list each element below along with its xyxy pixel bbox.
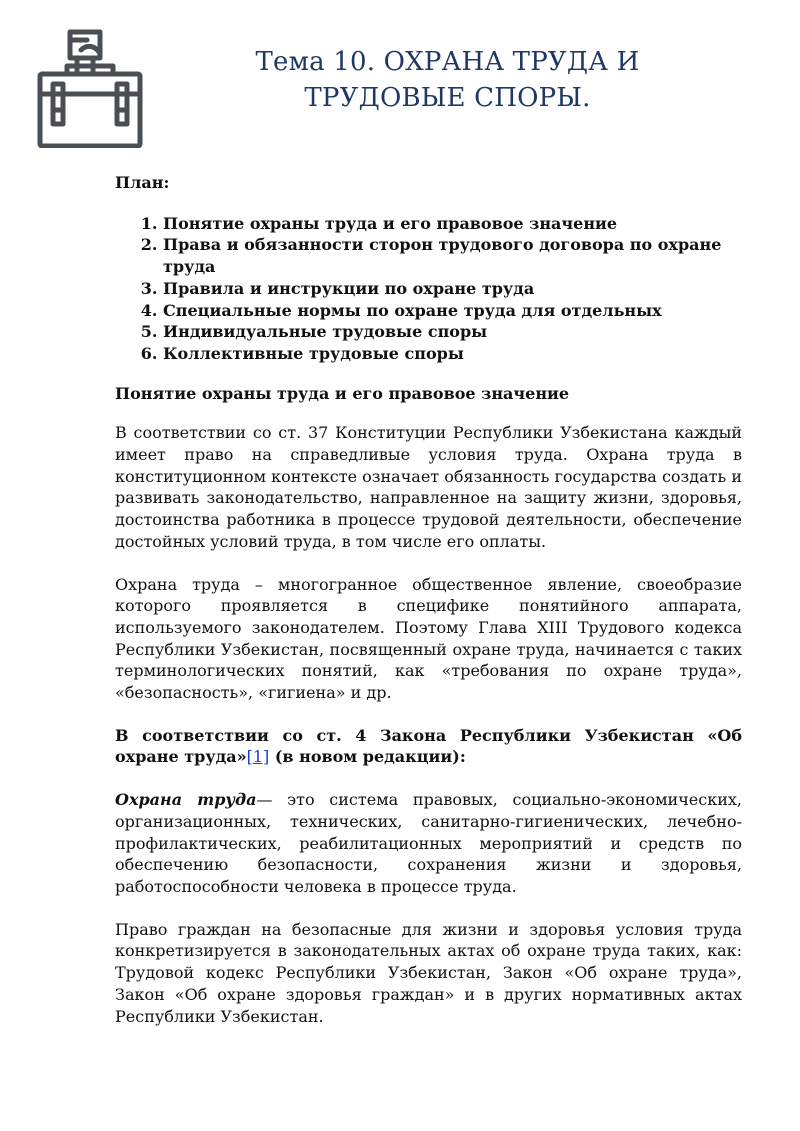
plan-label: План:	[115, 173, 170, 192]
law-reference-text: В соответствии со ст. 4 Закона Республики Узбекистан «Об охране труда»	[115, 725, 742, 767]
paragraph-legislation: Право граждан на безопасные для жизни и здоровья условия труда конкретизируется в законодательных актах об охране труда таких, как: Трудовой кодекс Республики Узбекистан, Закон «Об охране труда», Закон «Об охране здоровья граждан» и в других нормативных актах Республики Узбекистан.	[115, 919, 742, 1026]
plan-item: 4. Специальные нормы по охране труда для отдельных	[163, 300, 742, 322]
definition-text: — это система правовых, социально-экономических, организационных, технических, санитарно-гигиенических, лечебно-профилактических, реабилитационных мероприятий и средств по обеспечению безопасности, сохранения жизни и здоровья, работоспособности человека в процессе труда.	[115, 790, 742, 896]
paragraph-labor-code: Охрана труда – многогранное общественное явление, своеобразие которого проявляется в специфике понятийного аппарата, используемого законодателем. Поэтому Глава XIII Трудового кодекса Республики Узбекистан, посвященный охране труда, начинается с таких терминологических понятий, как «требования по охране труда», «безопасность», «гигиена» и др.	[115, 574, 742, 703]
page-title: Тема 10. ОХРАНА ТРУДА И ТРУДОВЫЕ СПОРЫ.	[255, 47, 640, 113]
document-body	[115, 172, 742, 1048]
plan-item: 3. Правила и инструкции по охране труда	[163, 278, 742, 300]
definition-term: Охрана труда	[115, 790, 257, 810]
paragraph-constitution: В соответствии со ст. 37 Конституции Республики Узбекистана каждый имеет право на справедливые условия труда. Охрана труда в конституционном контексте означает обязанность государства создать и развивать законодательство, направленное на защиту жизни, здоровья, достоинства работника в процессе трудовой деятельности, обеспечение достойных условий труда, в том числе его оплаты.	[115, 423, 742, 551]
briefcase-hand-icon	[37, 28, 143, 148]
plan-item: 1. Понятие охраны труда и его правовое значение	[163, 213, 742, 235]
law-reference-suffix: (в новом редакции):	[269, 747, 466, 767]
plan-item: 6. Коллективные трудовые споры	[163, 343, 742, 365]
section-heading: Понятие охраны труда и его правовое значение	[115, 383, 570, 403]
plan-item: 5. Индивидуальные трудовые споры	[163, 321, 742, 343]
footnote-link[interactable]: [1]	[246, 747, 270, 767]
plan-list	[115, 213, 742, 365]
paragraph-law-reference	[115, 725, 742, 768]
paragraph-definition	[115, 789, 742, 898]
plan-item: 2. Права и обязанности сторон трудового договора по охране труда	[163, 234, 742, 277]
